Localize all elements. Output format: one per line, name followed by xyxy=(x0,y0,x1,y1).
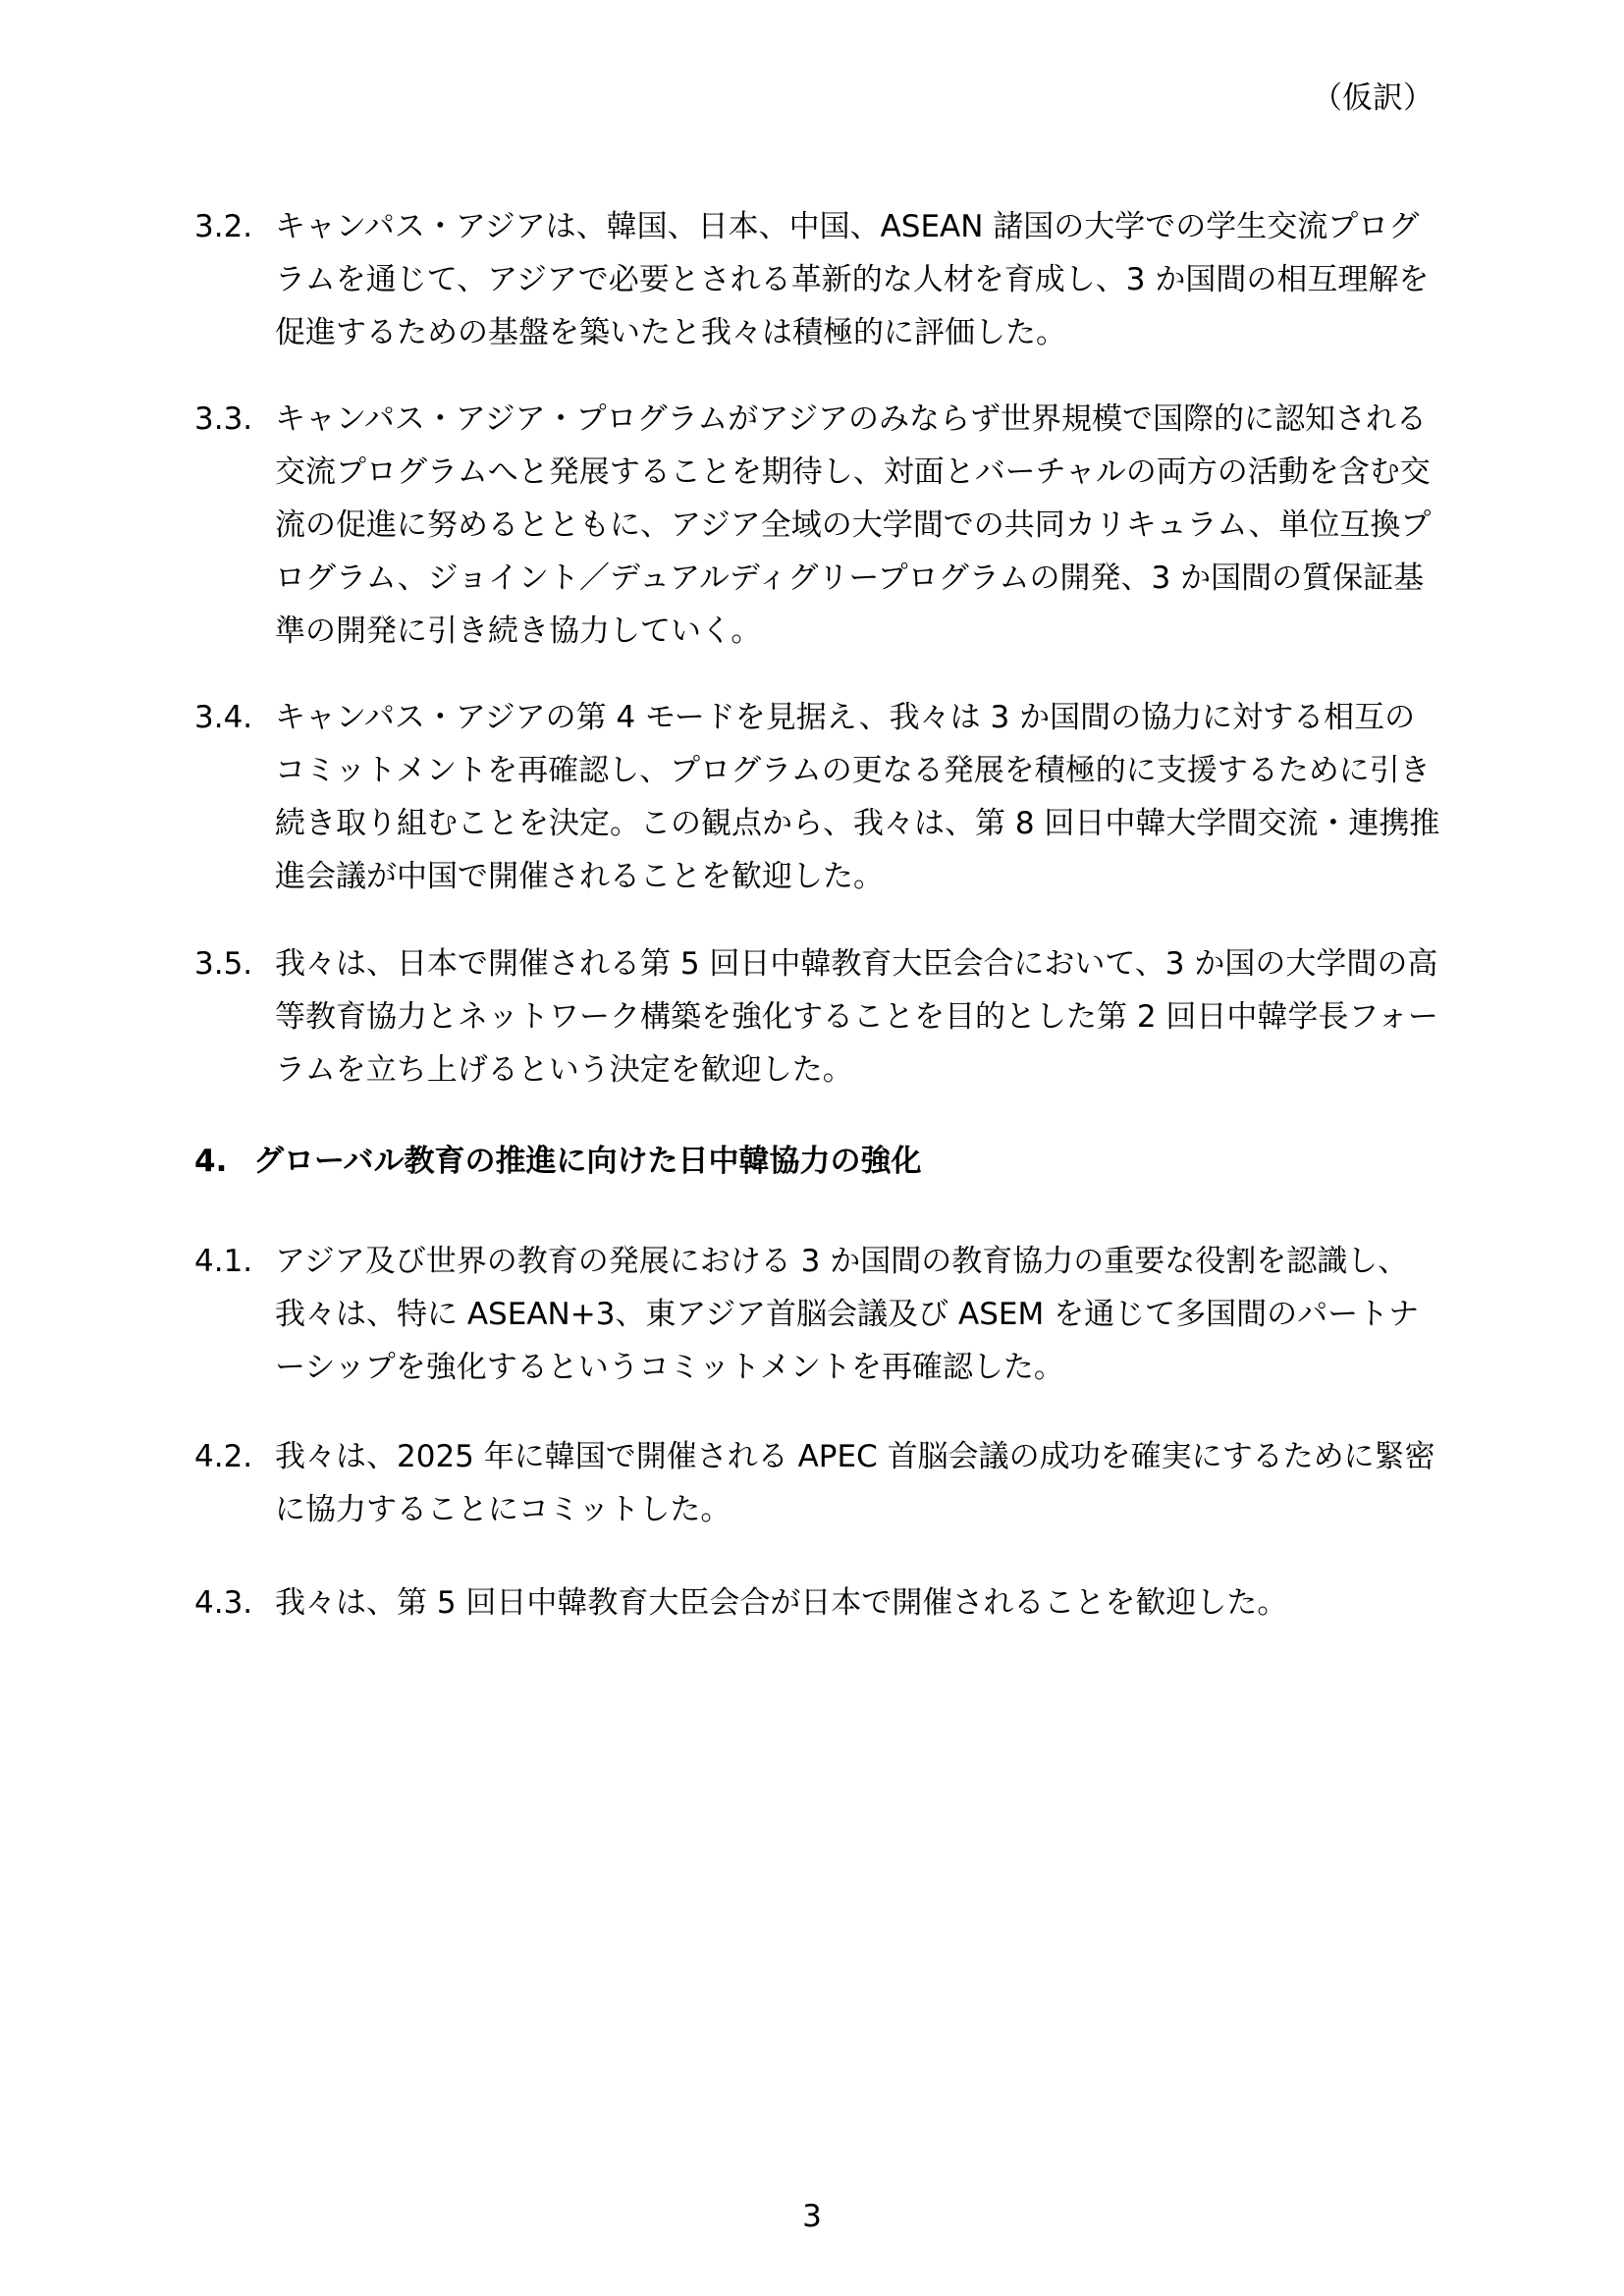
paragraph-number: 3.3. xyxy=(194,401,253,437)
paragraph-text: 我々は、2025 年に韓国で開催される APEC 首脳会議の成功を確実にするために緊密に協力することにコミットした。 xyxy=(275,1439,1435,1527)
paragraph-number: 3.5. xyxy=(194,946,253,982)
paragraph-number: 4.2. xyxy=(194,1439,253,1474)
paragraph-4-3 xyxy=(194,1576,1441,1629)
provisional-translation-note: （仮訳） xyxy=(1312,80,1434,116)
page-number: 3 xyxy=(802,2199,822,2234)
paragraph-number: 3.2. xyxy=(194,209,253,244)
paragraph-text: キャンパス・アジア・プログラムがアジアのみならず世界規模で国際的に認知される交流プログラムへと発展することを期待し、対面とバーチャルの両方の活動を含む交流の促進に努めるとともに、アジア全域の大学間での共同カリキュラム、単位互換プログラム、ジョイント／デュアルディグリープログラムの開発、3 か国間の質保証基準の開発に引き続き協力していく。 xyxy=(275,401,1432,649)
section-4-heading xyxy=(194,1135,1441,1188)
paragraph-3-5 xyxy=(194,937,1441,1096)
paragraph-4-1 xyxy=(194,1235,1441,1394)
paragraph-text: 我々は、日本で開催される第 5 回日中韓教育大臣会合において、3 か国の大学間の高等教育協力とネットワーク構築を強化することを目的とした第 2 回日中韓学長フォーラムを立ち上げるという決定を歓迎した。 xyxy=(275,946,1438,1088)
paragraph-4-2 xyxy=(194,1430,1441,1536)
paragraph-text: キャンパス・アジアは、韓国、日本、中国、ASEAN 諸国の大学での学生交流プログラムを通じて、アジアで必要とされる革新的な人材を育成し、3 か国間の相互理解を促進するための基盤を築いたと我々は積極的に評価した。 xyxy=(275,209,1430,350)
paragraph-text: アジア及び世界の教育の発展における 3 か国間の教育協力の重要な役割を認識し、我々は、特に ASEAN+3、東アジア首脳会議及び ASEM を通じて多国間のパートナーシップを強化するというコミットメントを再確認した。 xyxy=(275,1244,1420,1385)
paragraph-3-2 xyxy=(194,200,1441,359)
paragraph-number: 4.1. xyxy=(194,1244,253,1279)
section-number: 4. xyxy=(194,1144,228,1179)
paragraph-text: 我々は、第 5 回日中韓教育大臣会合が日本で開催されることを歓迎した。 xyxy=(275,1585,1288,1621)
paragraph-number: 3.4. xyxy=(194,700,253,735)
paragraph-number: 4.3. xyxy=(194,1585,253,1621)
paragraph-text: キャンパス・アジアの第 4 モードを見据え、我々は 3 か国間の協力に対する相互のコミットメントを再確認し、プログラムの更なる発展を積極的に支援するために引き続き取り組むことを決定。この観点から、我々は、第 8 回日中韓大学間交流・連携推進会議が中国で開催されることを歓迎した。 xyxy=(275,700,1440,894)
section-title: グローバル教育の推進に向けた日中韓協力の強化 xyxy=(253,1144,922,1179)
paragraph-3-4 xyxy=(194,691,1441,903)
paragraph-3-3 xyxy=(194,393,1441,658)
